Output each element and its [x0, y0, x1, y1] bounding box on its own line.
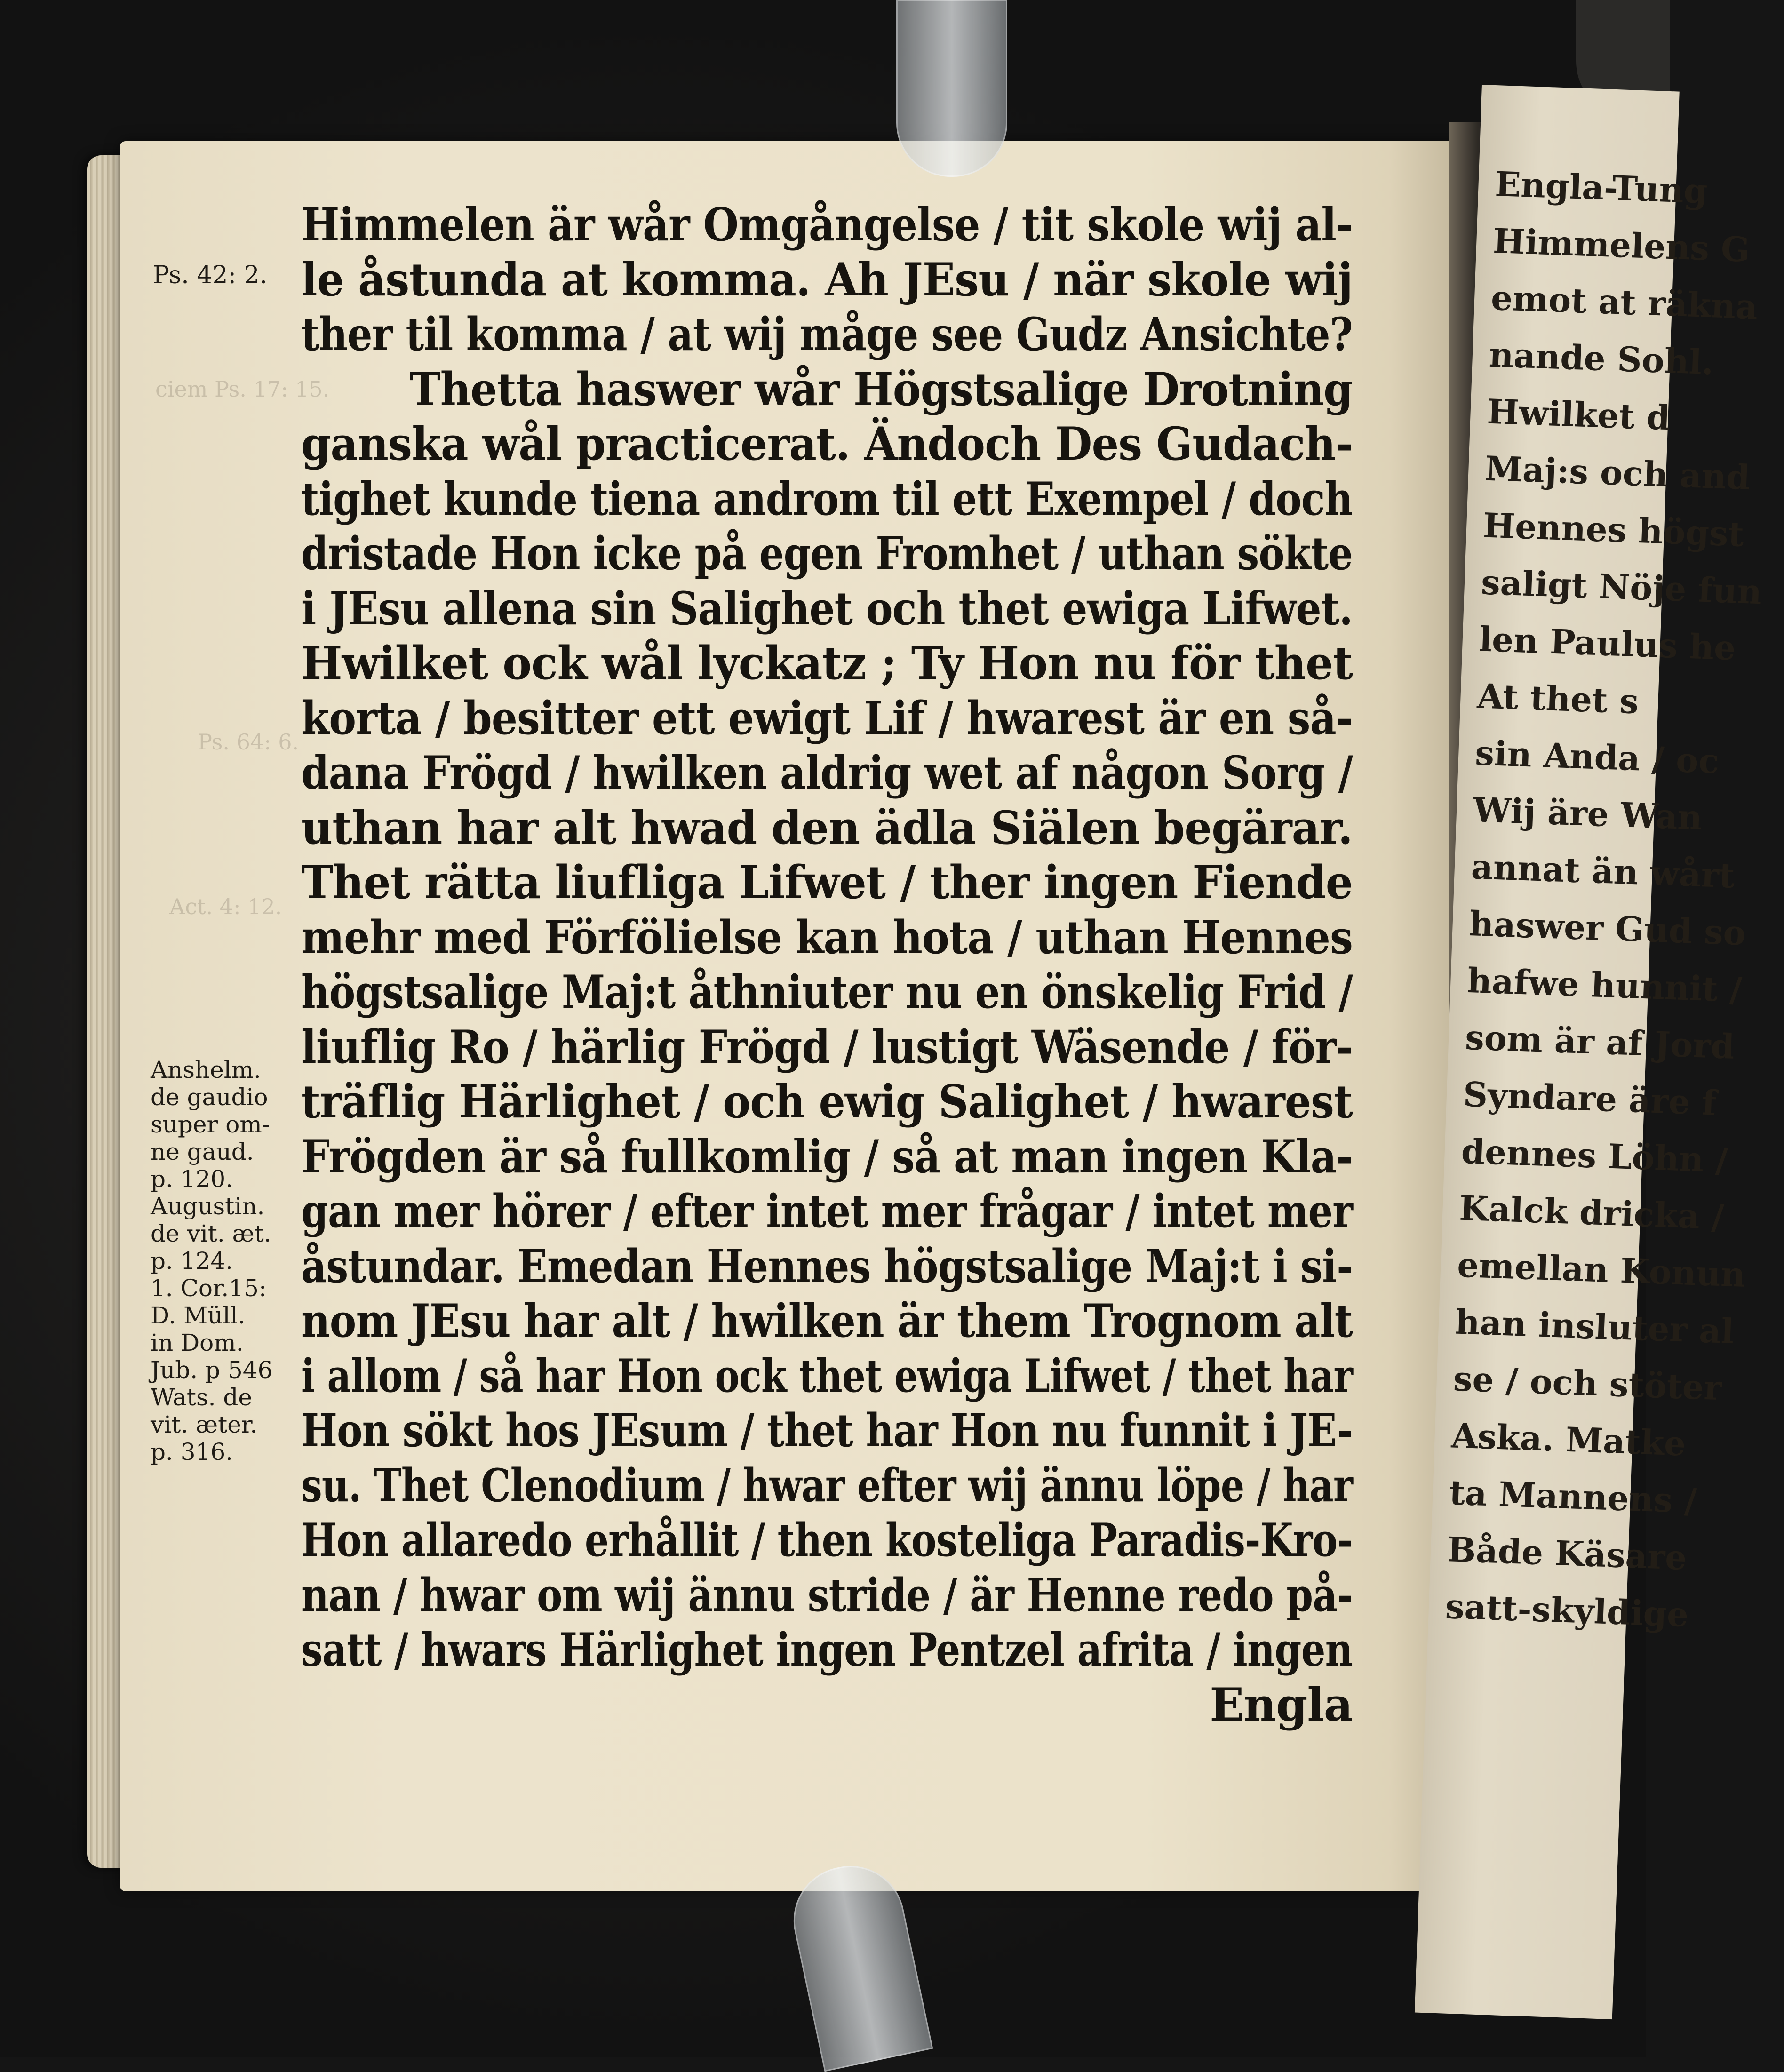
right-line: saligt Nöje fun [1480, 562, 1763, 612]
right-line: Syndare äre f [1462, 1074, 1717, 1123]
right-line: nande Sohl. [1488, 334, 1714, 383]
bleed-through-note: ciem Ps. 17: 15. [155, 376, 330, 402]
text-line: ther til komma / at wij måge see Gudz Ansichte? [301, 308, 1353, 361]
text-line: i allom / så har Hon ock thet ewiga Lifwet / thet har [301, 1349, 1353, 1403]
text-line: dristade Hon icke på egen Fromhet / uthan sökte [301, 527, 1353, 580]
text-line: Hon sökt hos JEsum / thet har Hon nu funnit i JE- [301, 1404, 1353, 1457]
text-line: liuflig Ro / härlig Frögd / lustigt Wäsende / för- [301, 1020, 1353, 1074]
text-line: Thetta haswer wår Högstsalige Drotning [409, 362, 1353, 416]
text-line: träflig Härlighet / och ewig Salighet / hwarest [301, 1075, 1353, 1128]
margin-note-line: super om- [151, 1111, 270, 1138]
text-line: korta / besitter ett ewigt Lif / hwarest är en så- [301, 691, 1353, 745]
text-line: i JEsu allena sin Salighet och thet ewiga Lifwet. [301, 582, 1353, 635]
bleed-through-note: Act. 4: 12. [169, 894, 282, 919]
right-line: se / och stöter [1452, 1358, 1723, 1408]
margin-note-line: in Dom. [151, 1329, 244, 1356]
right-line: emot at räkna [1490, 277, 1759, 327]
margin-notes [151, 1056, 292, 1466]
catchword: Engla [1210, 1678, 1353, 1731]
margin-note-line: Anshelm. [151, 1056, 262, 1084]
right-line: Wij äre Wan [1472, 789, 1703, 838]
margin-note-line: p. 316. [151, 1438, 233, 1466]
page-holder-clip-top [896, 0, 1007, 177]
text-line: su. Thet Clenodium / hwar efter wij ännu löpe / har [301, 1458, 1353, 1512]
text-line: Himmelen är wår Omgångelse / tit skole wij al- [301, 198, 1353, 251]
text-line: nan / hwar om wij ännu stride / är Henne redo på- [301, 1568, 1353, 1622]
text-line: nom JEsu har alt / hwilken är them Trognom alt [301, 1294, 1353, 1347]
text-line: le åstunda at komma. Ah JEsu / när skole wij [301, 253, 1353, 306]
right-line: som är af Jord [1465, 1017, 1736, 1067]
right-line: emellan Konun [1457, 1244, 1746, 1295]
right-line: Kalck dricka / [1458, 1187, 1725, 1237]
text-line: gan mer hörer / efter intet mer frågar / intet mer [301, 1185, 1353, 1238]
right-line: Himmelens G [1492, 220, 1751, 270]
text-line: åstundar. Emedan Hennes högstsalige Maj:t i si- [301, 1239, 1353, 1293]
margin-note-line: p. 120. [151, 1165, 233, 1193]
margin-note-line: ne gaud. [151, 1138, 254, 1165]
right-line: Maj:s och and [1484, 448, 1751, 498]
right-page-text [1444, 155, 1784, 1644]
margin-note-line: 1. Cor.15: [151, 1275, 267, 1302]
right-line: annat än wårt [1470, 846, 1736, 896]
bleed-through-note: Ps. 64: 6. [198, 729, 299, 755]
text-line: ganska wål practicerat. Ändoch Des Gudach- [301, 417, 1353, 470]
text-line: dana Frögd / hwilken aldrig wet af någon Sorg / [301, 746, 1353, 799]
text-line: mehr med Förfölielse kan hota / uthan Hennes [301, 910, 1353, 964]
right-line: Aska. Matke [1450, 1415, 1687, 1464]
right-line: han insluter al [1454, 1301, 1735, 1352]
right-line: sin Anda / oc [1474, 733, 1720, 781]
right-line: dennes Löhn / [1460, 1131, 1729, 1180]
margin-note-line: de gaudio [151, 1084, 268, 1111]
right-line: hafwe hunnit / [1466, 960, 1743, 1010]
right-line: At thet s [1476, 676, 1640, 722]
text-line: tighet kunde tiena androm til ett Exempel / doch [301, 472, 1353, 526]
right-line: len Paulus he [1478, 619, 1736, 668]
text-line: Hwilket ock wål lyckatz ; Ty Hon nu för thet [301, 637, 1353, 690]
margin-psalm-reference: Ps. 42: 2. [153, 261, 268, 289]
body-text [301, 198, 1353, 1732]
right-line: haswer Gud so [1468, 903, 1747, 953]
right-line: ta Mannens / [1449, 1472, 1698, 1521]
text-line: Thet rätta liufliga Lifwet / ther ingen Fiende [301, 856, 1353, 909]
right-line: Engla-Tung [1494, 163, 1708, 211]
right-line: Hwilket d [1486, 391, 1671, 438]
right-line: satt-skyldige [1444, 1586, 1689, 1635]
margin-note-line: de vit. æt. [151, 1220, 271, 1247]
text-line: högstsalige Maj:t åthniuter nu en önskelig Frid / [301, 965, 1353, 1019]
text-line: Hon allaredo erhållit / then kosteliga Paradis-Kro- [301, 1514, 1353, 1567]
text-line: uthan har alt hwad den ädla Siälen begärar. [301, 801, 1353, 854]
right-line: Hennes högst [1482, 505, 1745, 554]
margin-note-line: Jub. p 546 [151, 1356, 273, 1384]
text-line: Frögden är så fullkomlig / så at man ingen Kla- [301, 1130, 1353, 1183]
right-line: Både Käsare [1447, 1529, 1688, 1578]
margin-note-line: D. Müll. [151, 1302, 246, 1329]
text-line: satt / hwars Härlighet ingen Pentzel afrita / ingen [301, 1623, 1353, 1676]
margin-note-line: Augustin. [151, 1193, 265, 1220]
margin-note-line: Wats. de [151, 1384, 252, 1411]
margin-note-line: vit. æter. [151, 1411, 258, 1438]
margin-note-line: p. 124. [151, 1247, 233, 1275]
